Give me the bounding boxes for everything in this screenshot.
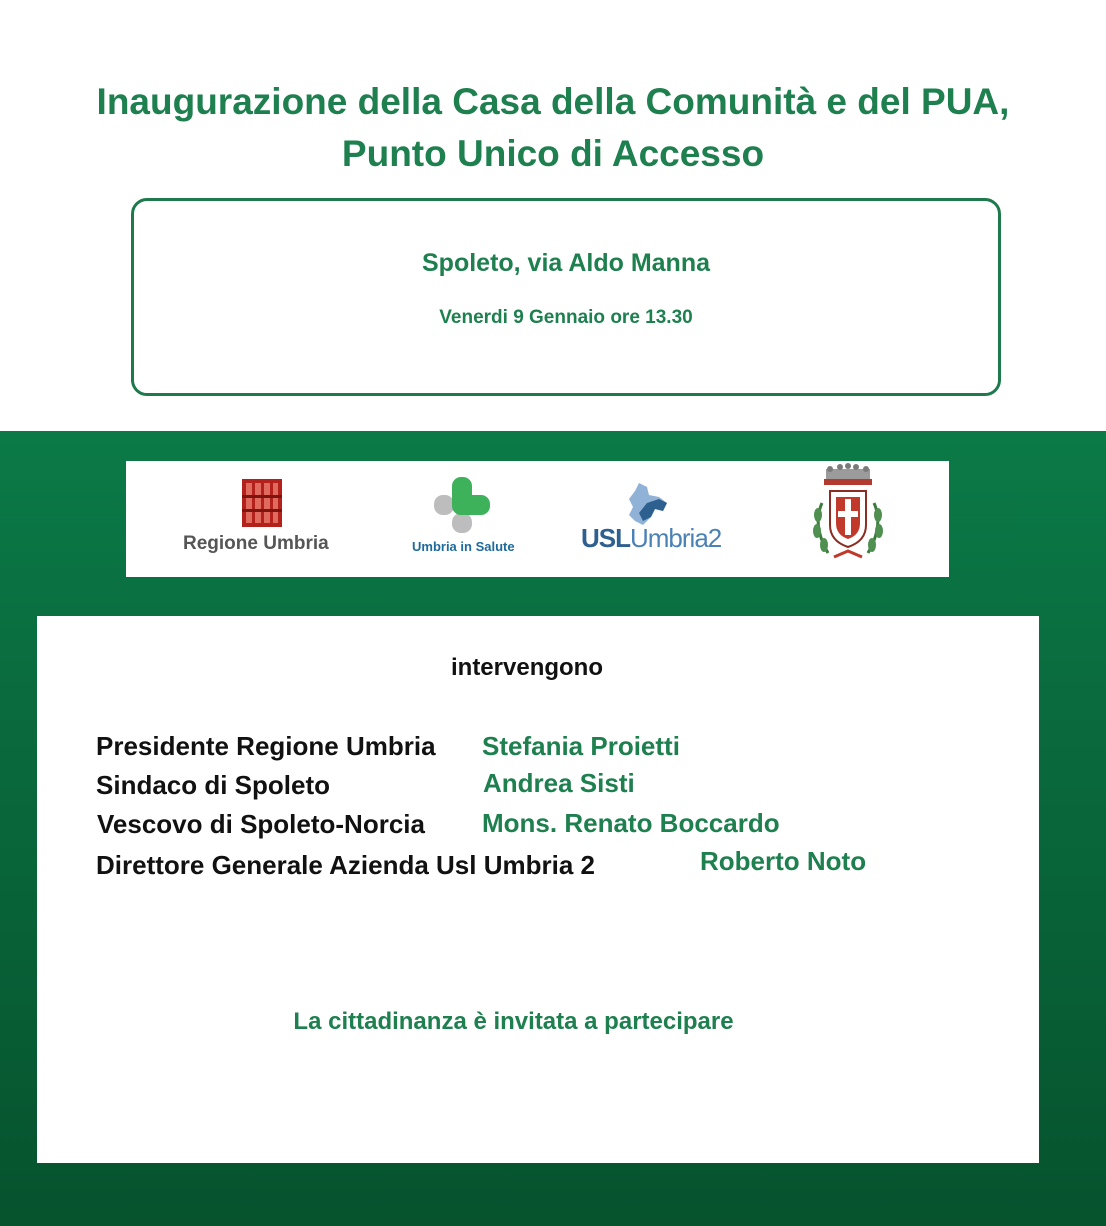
speaker-role-4: Direttore Generale Azienda Usl Umbria 2 <box>96 850 595 880</box>
page-title <box>0 76 1106 180</box>
speaker-name-3: Mons. Renato Boccardo <box>482 808 780 838</box>
event-datetime: Venerdi 9 Gennaio ore 13.30 <box>439 307 693 328</box>
event-info-box <box>131 198 1001 396</box>
speaker-name-1: Stefania Proietti <box>482 731 680 761</box>
umbria-in-salute-label: Umbria in Salute <box>412 539 515 554</box>
umbria-region-map-icon <box>625 481 669 527</box>
title-line-1: Inaugurazione della Casa della Comunità e del PUA, <box>96 81 1010 122</box>
logo-strip <box>126 461 949 577</box>
usl-suffix: Umbria2 <box>630 523 722 553</box>
speaker-name-2: Andrea Sisti <box>483 768 635 798</box>
spoleto-coat-of-arms-icon <box>798 463 898 573</box>
comune-spoleto-logo <box>798 461 898 577</box>
regione-umbria-emblem-icon <box>242 479 282 527</box>
event-location: Spoleto, via Aldo Manna <box>422 249 710 277</box>
speaker-role-3: Vescovo di Spoleto-Norcia <box>97 809 425 839</box>
speakers-panel <box>37 616 1039 1163</box>
speaker-role-2: Sindaco di Spoleto <box>96 770 331 800</box>
health-cross-icon <box>434 477 490 533</box>
title-line-2: Punto Unico di Accesso <box>341 133 765 174</box>
closing-invitation: La cittadinanza è invitata a partecipare <box>293 1008 734 1035</box>
regione-umbria-label: Regione Umbria <box>183 533 329 554</box>
usl-umbria2-logo <box>581 461 721 577</box>
speaker-role-1: Presidente Regione Umbria <box>96 731 436 761</box>
speakers-intro: intervengono <box>450 654 603 681</box>
usl-prefix: USL <box>581 523 630 553</box>
usl-umbria2-label <box>581 523 721 554</box>
regione-umbria-logo <box>176 461 346 577</box>
speaker-name-4: Roberto Noto <box>700 846 867 876</box>
umbria-in-salute-logo <box>406 461 516 577</box>
